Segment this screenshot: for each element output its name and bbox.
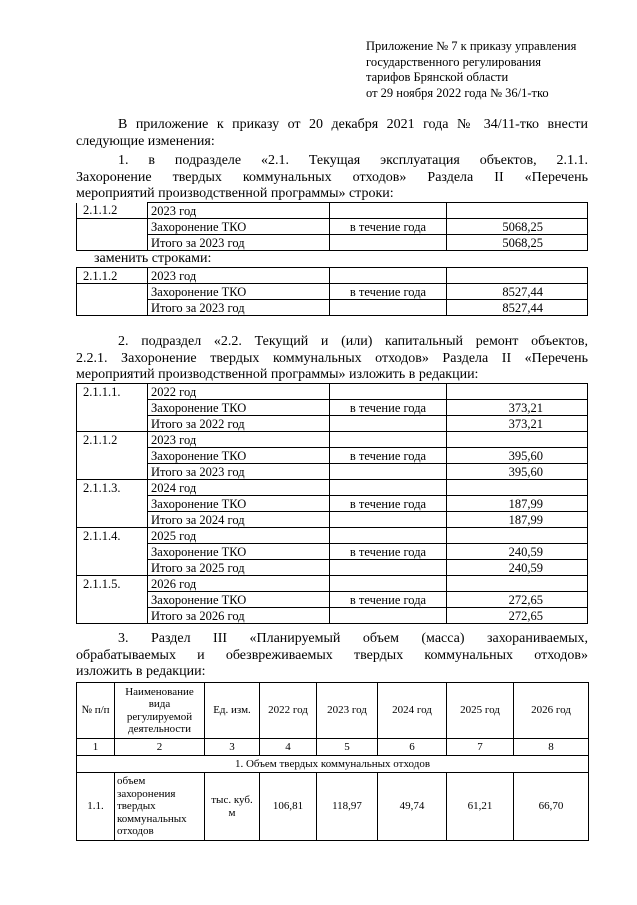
row-name: Захоронение ТКО xyxy=(148,544,330,560)
paragraph-line: 3. Раздел III «Планируемый объем (масса) захораниваемых, xyxy=(118,631,588,646)
value-2022: 106,81 xyxy=(260,773,317,841)
table-row xyxy=(77,576,588,592)
row-value xyxy=(447,384,588,400)
table-row xyxy=(77,432,588,448)
column-number: 4 xyxy=(260,739,317,756)
row-period xyxy=(330,608,447,624)
row-value: 373,21 xyxy=(447,400,588,416)
row-name: Итого за 2022 год xyxy=(148,416,330,432)
row-period: в течение года xyxy=(330,400,447,416)
row-code: 2.1.1.4. xyxy=(77,528,148,544)
row-name: Итого за 2023 год xyxy=(148,235,330,251)
row-value xyxy=(447,480,588,496)
row-name: 2023 год xyxy=(148,432,330,448)
row-period: в течение года xyxy=(330,496,447,512)
row-name: Захоронение ТКО xyxy=(148,592,330,608)
appendix-header xyxy=(366,39,576,101)
header-line: тарифов Брянской области xyxy=(366,70,509,84)
row-value: 8527,44 xyxy=(447,300,588,316)
row-value xyxy=(447,203,588,219)
row-period xyxy=(330,512,447,528)
paragraph-line: мероприятий производственной программы» изложить в редакции: xyxy=(76,367,479,382)
row-name: 2023 год xyxy=(148,203,330,219)
volume-header-row xyxy=(77,683,589,739)
row-code xyxy=(77,284,148,300)
column-number: 3 xyxy=(205,739,260,756)
new-rows-table xyxy=(76,267,588,316)
table-row xyxy=(77,464,588,480)
row-value xyxy=(447,528,588,544)
row-name: 2026 год xyxy=(148,576,330,592)
row-name: 2022 год xyxy=(148,384,330,400)
row-name: Захоронение ТКО xyxy=(148,219,330,235)
row-period xyxy=(330,480,447,496)
row-period xyxy=(330,384,447,400)
row-number: 1.1. xyxy=(77,773,115,841)
row-code xyxy=(77,448,148,464)
row-period xyxy=(330,432,447,448)
row-name: Итого за 2025 год xyxy=(148,560,330,576)
row-value: 5068,25 xyxy=(447,219,588,235)
row-code: 2.1.1.1. xyxy=(77,384,148,400)
row-period: в течение года xyxy=(330,284,447,300)
value-2024: 49,74 xyxy=(378,773,447,841)
paragraph-line: 1. в подразделе «2.1. Текущая эксплуатация объектов, 2.1.1. xyxy=(118,153,588,168)
row-period xyxy=(330,576,447,592)
header-line: Приложение № 7 к приказу управления xyxy=(366,39,577,53)
section-title: 1. Объем твердых коммунальных отходов xyxy=(77,756,589,773)
column-number: 2 xyxy=(115,739,205,756)
row-name: Захоронение ТКО xyxy=(148,284,330,300)
row-code xyxy=(77,608,148,624)
paragraph-line: 2. подраздел «2.2. Текущий и (или) капитальный ремонт объектов, xyxy=(118,334,588,349)
column-header: 2022 год xyxy=(260,683,317,739)
row-value: 187,99 xyxy=(447,496,588,512)
column-number: 6 xyxy=(378,739,447,756)
row-name: Итого за 2023 год xyxy=(148,300,330,316)
column-header: 2023 год xyxy=(317,683,378,739)
row-name: Захоронение ТКО xyxy=(148,496,330,512)
column-header: Наименование вида регулируемой деятельности xyxy=(115,683,205,739)
row-code: 2.1.1.3. xyxy=(77,480,148,496)
row-code xyxy=(77,496,148,512)
row-name: объем захоронения твердых коммунальных отходов xyxy=(115,773,205,841)
row-code xyxy=(77,544,148,560)
row-code xyxy=(77,235,148,251)
row-code: 2.1.1.2 xyxy=(77,432,148,448)
row-code xyxy=(77,512,148,528)
row-name: Итого за 2024 год xyxy=(148,512,330,528)
row-period xyxy=(330,560,447,576)
table-row xyxy=(77,608,588,624)
repair-rows-table xyxy=(76,383,588,624)
paragraph-line: Захоронение твердых коммунальных отходов» Раздела II «Перечень xyxy=(76,169,588,185)
header-line: государственного регулирования xyxy=(366,54,542,69)
row-period: в течение года xyxy=(330,544,447,560)
row-value: 187,99 xyxy=(447,512,588,528)
row-code: 2.1.1.2 xyxy=(77,268,148,284)
row-name: 2025 год xyxy=(148,528,330,544)
row-value: 395,60 xyxy=(447,448,588,464)
table-row xyxy=(77,592,588,608)
row-value xyxy=(447,432,588,448)
row-name: Итого за 2026 год xyxy=(148,608,330,624)
table-row xyxy=(77,528,588,544)
table-row xyxy=(77,512,588,528)
column-number: 5 xyxy=(317,739,378,756)
table-row xyxy=(77,448,588,464)
row-code xyxy=(77,300,148,316)
row-value: 240,59 xyxy=(447,544,588,560)
table-row xyxy=(77,416,588,432)
table-row xyxy=(77,560,588,576)
column-header: 2024 год xyxy=(378,683,447,739)
column-number: 1 xyxy=(77,739,115,756)
row-code xyxy=(77,592,148,608)
row-code: 2.1.1.2 xyxy=(77,203,148,219)
row-name: 2024 год xyxy=(148,480,330,496)
row-value: 373,21 xyxy=(447,416,588,432)
row-value: 272,65 xyxy=(447,608,588,624)
row-period xyxy=(330,416,447,432)
row-period xyxy=(330,235,447,251)
row-value xyxy=(447,576,588,592)
row-code xyxy=(77,416,148,432)
value-2025: 61,21 xyxy=(447,773,514,841)
paragraph-line: изложить в редакции: xyxy=(76,664,206,679)
column-number: 8 xyxy=(514,739,589,756)
table-row xyxy=(77,480,588,496)
row-value: 272,65 xyxy=(447,592,588,608)
column-header: Ед. изм. xyxy=(205,683,260,739)
item-3-paragraph xyxy=(76,631,588,681)
column-header: 2025 год xyxy=(447,683,514,739)
table-row xyxy=(77,384,588,400)
row-value: 8527,44 xyxy=(447,284,588,300)
row-name: 2023 год xyxy=(148,268,330,284)
table-row xyxy=(77,496,588,512)
row-code: 2.1.1.5. xyxy=(77,576,148,592)
row-value: 240,59 xyxy=(447,560,588,576)
row-period: в течение года xyxy=(330,219,447,235)
row-value: 5068,25 xyxy=(447,235,588,251)
column-header: 2026 год xyxy=(514,683,589,739)
row-period xyxy=(330,268,447,284)
row-value: 395,60 xyxy=(447,464,588,480)
column-number-row xyxy=(77,739,589,756)
row-code xyxy=(77,560,148,576)
row-period: в течение года xyxy=(330,592,447,608)
section-row xyxy=(77,756,589,773)
row-period: в течение года xyxy=(330,448,447,464)
intro-paragraph xyxy=(76,117,588,150)
value-2026: 66,70 xyxy=(514,773,589,841)
column-number: 7 xyxy=(447,739,514,756)
row-period xyxy=(330,300,447,316)
item-1-paragraph xyxy=(76,153,588,203)
value-2023: 118,97 xyxy=(317,773,378,841)
row-code xyxy=(77,464,148,480)
row-code xyxy=(77,400,148,416)
paragraph-line: обрабатываемых и обезвреживаемых твердых коммунальных отходов» xyxy=(76,647,588,663)
row-unit: тыс. куб. м xyxy=(205,773,260,841)
table-row xyxy=(77,544,588,560)
row-name: Захоронение ТКО xyxy=(148,400,330,416)
row-name: Захоронение ТКО xyxy=(148,448,330,464)
volume-data-row xyxy=(77,773,589,841)
item-2-paragraph xyxy=(76,334,588,384)
paragraph-line: В приложение к приказу от 20 декабря 2021 года № 34/11-тко внести xyxy=(118,117,588,132)
table-row xyxy=(77,400,588,416)
paragraph-line: следующие изменения: xyxy=(76,133,215,149)
row-code xyxy=(77,219,148,235)
volume-table xyxy=(76,682,589,841)
row-value xyxy=(447,268,588,284)
replace-label: заменить строками: xyxy=(94,251,212,266)
old-rows-table xyxy=(76,202,588,251)
row-period xyxy=(330,464,447,480)
column-header: № п/п xyxy=(77,683,115,739)
header-line: от 29 ноября 2022 года № 36/1-тко xyxy=(366,85,549,100)
row-period xyxy=(330,528,447,544)
paragraph-line: мероприятий производственной программы» строки: xyxy=(76,186,394,201)
row-period xyxy=(330,203,447,219)
row-name: Итого за 2023 год xyxy=(148,464,330,480)
paragraph-line: 2.2.1. Захоронение твердых коммунальных отходов» Раздела II «Перечень xyxy=(76,350,588,366)
